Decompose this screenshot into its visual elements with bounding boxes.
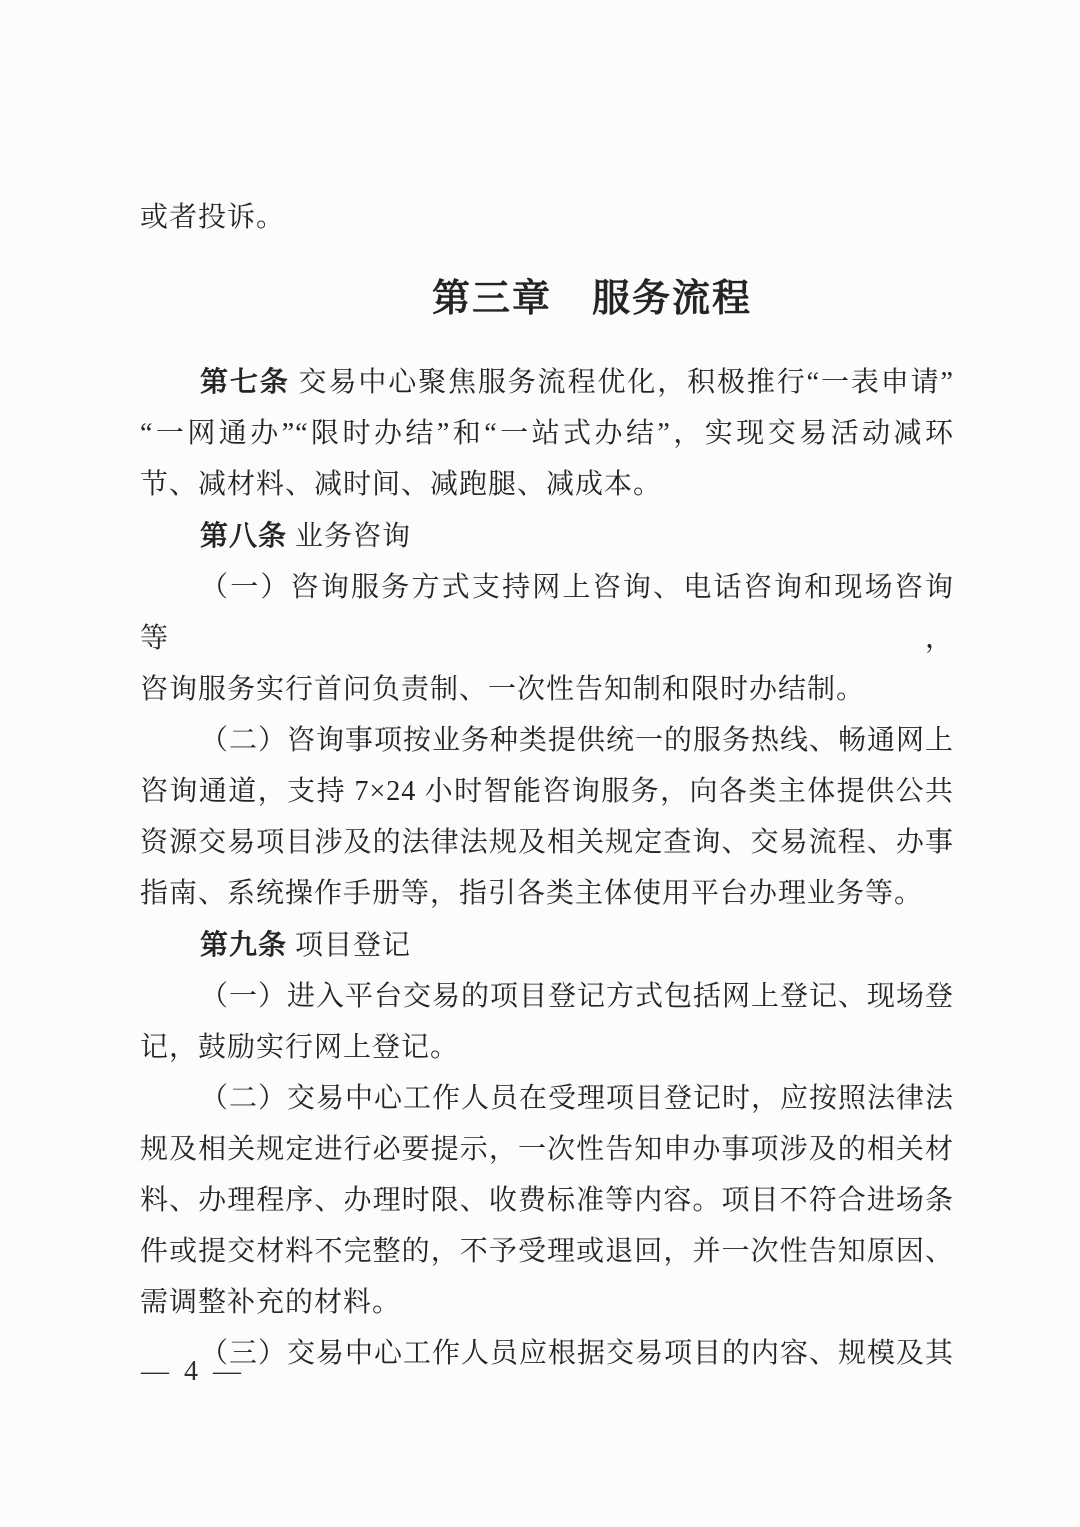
text-line [140,1022,954,1073]
chapter-heading: 第三章 服务流程 [431,278,752,320]
text-run: （一）进入平台交易的项目登记方式包括网上登记、现场登 [200,981,955,1012]
text-line [140,1328,954,1379]
text-line [140,510,954,562]
text-line [140,1124,954,1175]
text-run: （二）咨询事项按业务种类提供统一的服务热线、畅通网上 [200,725,955,756]
text-line [140,715,954,766]
text-run: 资源交易项目涉及的法律法规及相关规定查询、交易流程、办事 [140,827,954,858]
text-run: 咨询服务实行首问负责制、一次性告知制和限时办结制。 [140,674,866,705]
text-line [140,1073,954,1124]
page-number: — 4 — [141,1356,245,1387]
text-run: （一）咨询服务方式支持网上咨询、电话咨询和现场咨询等， [140,572,954,654]
text-run: 件或提交材料不完整的，不予受理或退回，并一次性告知原因、 [140,1236,954,1267]
text-run: 需调整补充的材料。 [140,1287,402,1318]
text-line [140,1277,954,1328]
text-line [140,1226,954,1277]
text-line [140,971,954,1022]
text-line [140,459,954,510]
text-line [140,192,954,243]
text-line [140,817,954,868]
article-label: 第九条 [200,929,288,960]
text-run: 项目登记 [287,930,412,961]
text-line [140,408,954,459]
text-line [140,1175,954,1226]
text-run: 料、办理程序、办理时限、收费标准等内容。项目不符合进场条 [140,1185,954,1216]
article-label: 第七条 [200,366,290,397]
document-body [140,192,954,1379]
text-run: 咨询通道，支持 7×24 小时智能咨询服务，向各类主体提供公共 [140,776,954,807]
text-line [140,766,954,817]
text-run: 指南、系统操作手册等，指引各类主体使用平台办理业务等。 [140,878,924,909]
text-run: 规及相关规定进行必要提示，一次性告知申办事项涉及的相关材 [140,1134,954,1165]
text-run: 记，鼓励实行网上登记。 [140,1032,460,1063]
text-run: 交易中心聚焦服务流程优化，积极推行“一表申请” [289,367,954,398]
text-run: （二）交易中心工作人员在受理项目登记时，应按照法律法 [200,1083,955,1114]
text-line [140,356,954,408]
text-run: “一网通办”“限时办结”和“一站式办结”，实现交易活动减环 [140,418,954,449]
text-line [140,868,954,919]
text-line [140,919,954,971]
text-line [140,664,954,715]
text-run: 或者投诉。 [140,202,286,233]
text-run: 业务咨询 [287,521,412,552]
text-line [140,562,954,664]
text-run: （三）交易中心工作人员应根据交易项目的内容、规模及其 [200,1338,955,1369]
article-label: 第八条 [200,520,288,551]
text-run: 节、减材料、减时间、减跑腿、减成本。 [140,469,663,500]
